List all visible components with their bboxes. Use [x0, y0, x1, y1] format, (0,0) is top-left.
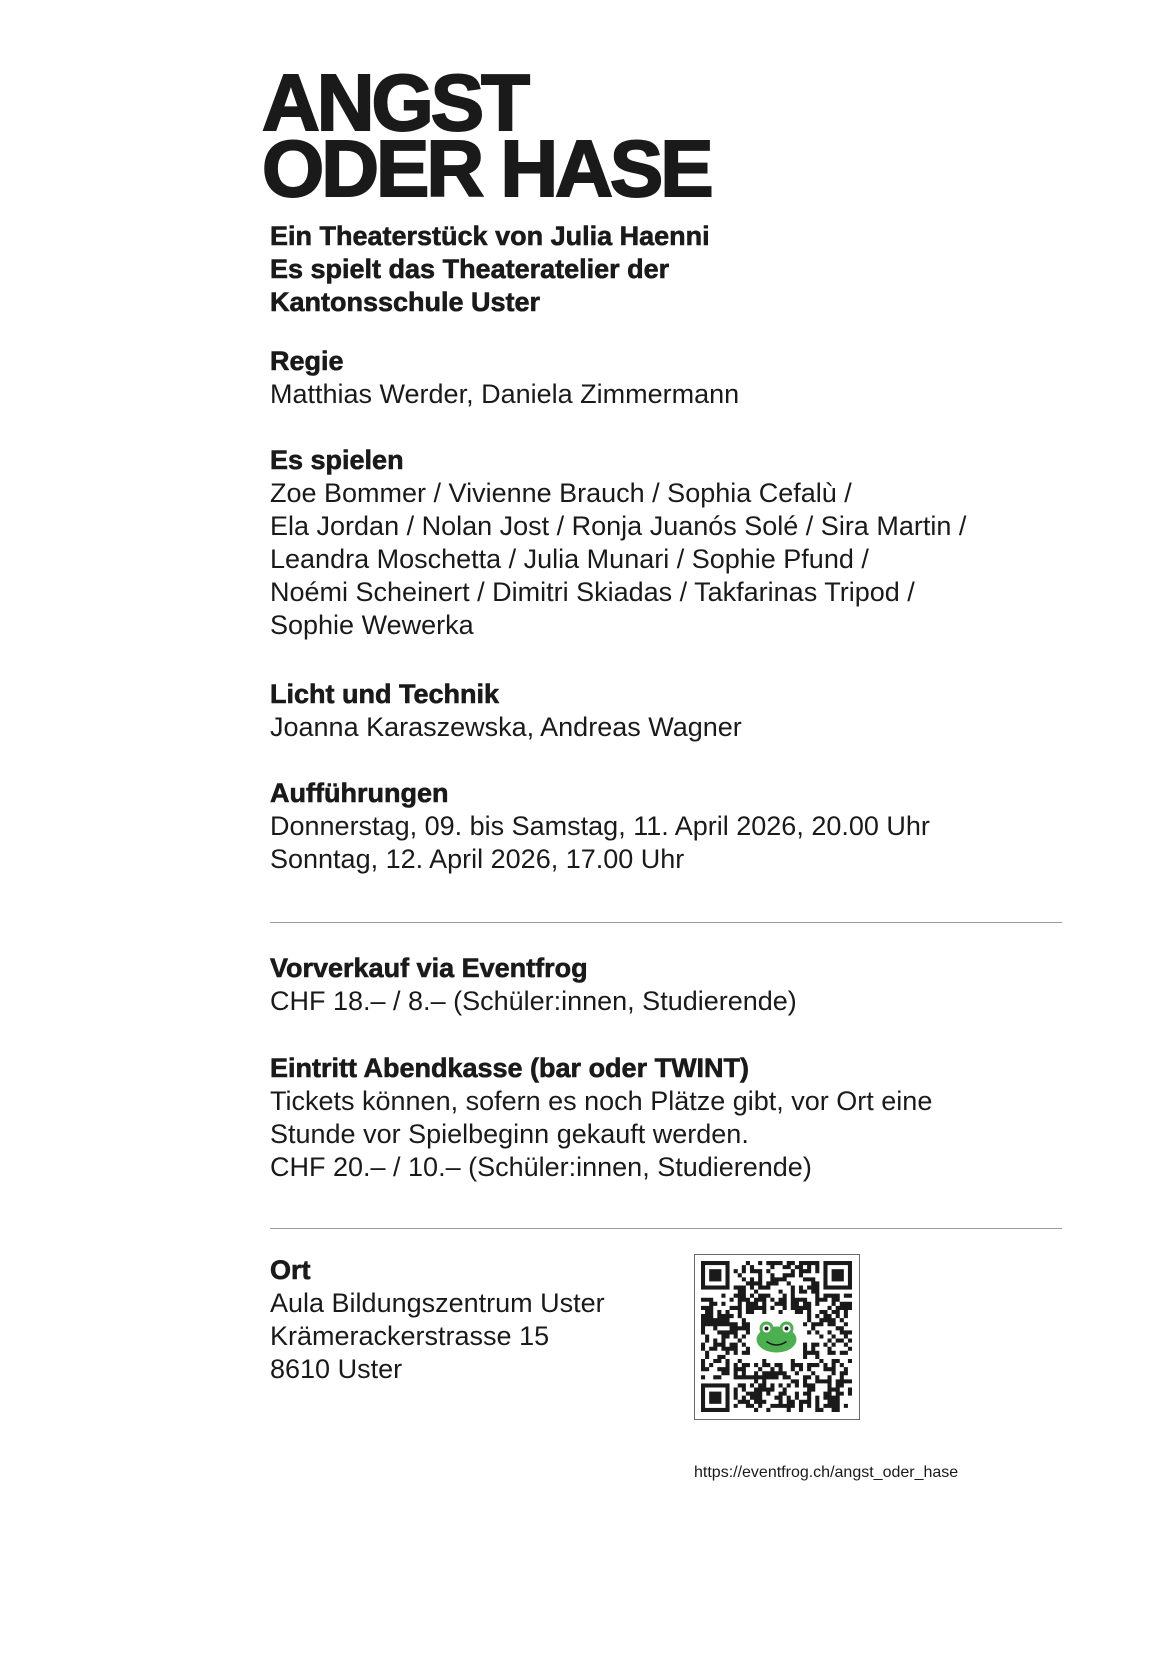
section-heading: Es spielen: [270, 445, 404, 475]
section-regie: [270, 345, 739, 411]
section-line: Leandra Moschetta / Julia Munari / Sophie Pfund /: [270, 544, 869, 574]
section-line: Matthias Werder, Daniela Zimmermann: [270, 379, 740, 409]
title-line-1: ANGST: [262, 58, 527, 147]
subtitle-line-2: Es spielt das Theateratelier der: [270, 254, 670, 284]
section-heading: Vorverkauf via Eventfrog: [270, 953, 588, 983]
title-line-2: ODER HASE: [262, 124, 711, 213]
section-line: 8610 Uster: [270, 1354, 403, 1384]
section-line: Tickets können, sofern es noch Plätze gibt, vor Ort eine: [270, 1086, 933, 1116]
section-line: Zoe Bommer / Vivienne Brauch / Sophia Cefalù /: [270, 478, 852, 508]
section-technik: [270, 678, 742, 744]
qr-finder-top-left: [703, 1263, 727, 1287]
subtitle-line-3: Kantonsschule Uster: [270, 287, 541, 317]
divider: [270, 1228, 1062, 1229]
divider: [270, 922, 1062, 923]
section-line: Joanna Karaszewska, Andreas Wagner: [270, 712, 742, 742]
section-heading: Eintritt Abendkasse (bar oder TWINT): [270, 1053, 750, 1083]
section-cast: [270, 444, 966, 642]
qr-finder-bottom-left: [703, 1385, 727, 1409]
ticket-url[interactable]: https://eventfrog.ch/angst_oder_hase: [694, 1464, 959, 1481]
section-line: Sonntag, 12. April 2026, 17.00 Uhr: [270, 844, 685, 874]
subtitle: [270, 220, 710, 319]
subtitle-line-1: Ein Theaterstück von Julia Haenni: [270, 221, 710, 251]
section-ort: [270, 1254, 605, 1386]
frog-icon: [752, 1317, 802, 1357]
poster-title: [262, 58, 711, 213]
section-line: Donnerstag, 09. bis Samstag, 11. April 2026, 20.00 Uhr: [270, 811, 930, 841]
section-line: Noémi Scheinert / Dimitri Skiadas / Takfarinas Tripod /: [270, 577, 915, 607]
section-auffuehrungen: [270, 777, 930, 876]
section-line: CHF 18.– / 8.– (Schüler:innen, Studierende): [270, 986, 797, 1016]
section-abendkasse: [270, 1052, 932, 1184]
section-heading: Ort: [270, 1255, 311, 1285]
section-heading: Licht und Technik: [270, 679, 499, 709]
section-line: Ela Jordan / Nolan Jost / Ronja Juanós Solé / Sira Martin /: [270, 511, 967, 541]
section-vorverkauf: [270, 952, 797, 1018]
qr-code[interactable]: [694, 1254, 860, 1420]
section-heading: Regie: [270, 346, 344, 376]
qr-code-icon: [695, 1255, 858, 1418]
section-heading: Aufführungen: [270, 778, 449, 808]
section-line: Aula Bildungszentrum Uster: [270, 1288, 605, 1318]
qr-finder-top-right: [825, 1263, 849, 1287]
section-line: Krämerackerstrasse 15: [270, 1321, 550, 1351]
section-line: CHF 20.– / 10.– (Schüler:innen, Studierende): [270, 1152, 812, 1182]
section-line: Stunde vor Spielbeginn gekauft werden.: [270, 1119, 749, 1149]
section-line: Sophie Wewerka: [270, 610, 474, 640]
